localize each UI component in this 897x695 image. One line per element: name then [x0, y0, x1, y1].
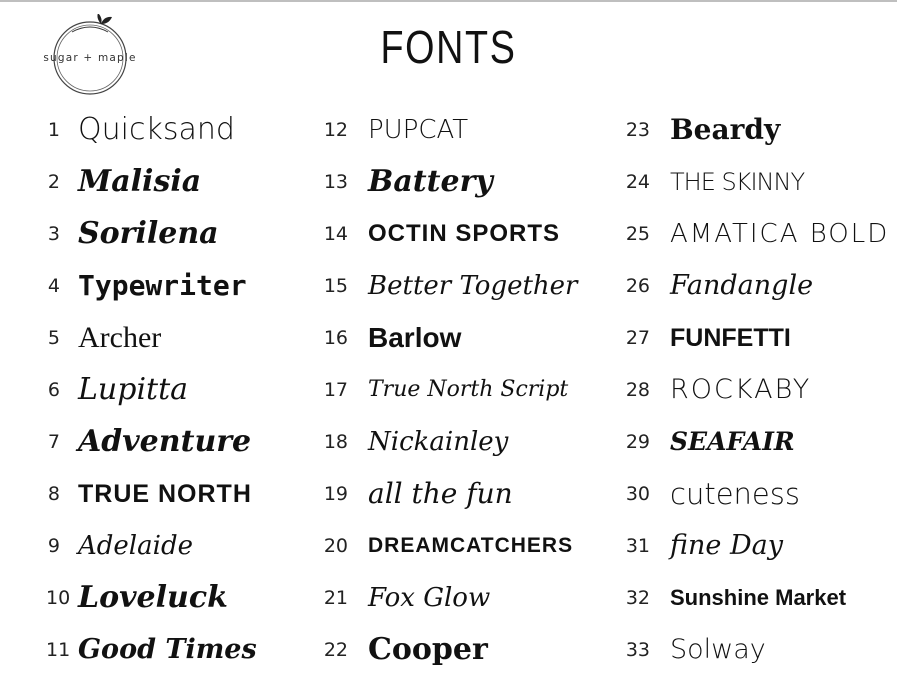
font-name: Battery — [368, 164, 493, 199]
font-number: 1 — [47, 119, 60, 141]
font-number: 20 — [323, 535, 348, 557]
font-number: 3 — [47, 223, 60, 245]
font-name: THE SKINNY — [670, 168, 805, 196]
font-name: ROCKABY — [670, 374, 812, 405]
font-name: Loveluck — [78, 580, 228, 615]
page-title: FONTS — [380, 21, 517, 73]
font-number: 13 — [323, 171, 348, 193]
font-number: 5 — [47, 327, 60, 349]
font-number: 11 — [46, 639, 71, 661]
font-number: 6 — [47, 379, 60, 401]
top-divider — [0, 0, 897, 2]
font-number: 4 — [47, 275, 60, 297]
font-name: DREAMCATCHERS — [368, 534, 574, 557]
font-number: 27 — [625, 327, 650, 349]
font-number: 7 — [47, 431, 60, 453]
logo-text: sugar + maple — [43, 52, 137, 64]
font-name: OCTIN SPORTS — [368, 220, 561, 247]
font-name: Solway — [670, 634, 766, 665]
font-number: 16 — [323, 327, 348, 349]
font-name: Quicksand — [78, 112, 235, 147]
font-name: Cooper — [368, 632, 488, 667]
font-number: 19 — [323, 483, 348, 505]
font-name: True North Script — [368, 377, 569, 402]
font-number: 26 — [625, 275, 650, 297]
font-name: Sorilena — [78, 216, 219, 251]
font-name: Fandangle — [670, 270, 814, 301]
font-number: 10 — [46, 587, 71, 609]
font-name: Sunshine Market — [670, 585, 847, 610]
font-name: Archer — [78, 321, 162, 354]
font-number: 18 — [323, 431, 348, 453]
font-number: 23 — [625, 119, 650, 141]
font-number: 33 — [625, 639, 650, 661]
font-number: 24 — [625, 171, 650, 193]
font-number: 17 — [323, 379, 348, 401]
font-number: 15 — [323, 275, 348, 297]
font-number: 8 — [47, 483, 60, 505]
font-number: 29 — [625, 431, 650, 453]
font-name: Fox Glow — [368, 583, 491, 613]
font-name: Better Together — [368, 271, 578, 301]
font-number: 31 — [625, 535, 650, 557]
font-name: Adventure — [78, 424, 252, 459]
font-name: AMATICA BOLD — [670, 219, 890, 249]
font-number: 9 — [47, 535, 60, 557]
font-name: Typewriter — [78, 269, 247, 302]
font-number: 32 — [625, 587, 650, 609]
font-name: Good Times — [78, 634, 257, 665]
font-name: Adelaide — [78, 531, 193, 561]
font-name: Nickainley — [368, 427, 509, 457]
font-name: FUNFETTI — [670, 324, 791, 352]
font-name: cuteness — [670, 477, 800, 511]
font-name: fine Day — [670, 530, 783, 561]
font-number: 14 — [323, 223, 348, 245]
font-name: TRUE NORTH — [78, 480, 252, 508]
font-name: all the fun — [368, 477, 513, 510]
font-number: 28 — [625, 379, 650, 401]
font-number: 2 — [47, 171, 60, 193]
font-name: Barlow — [368, 322, 462, 353]
font-name: Malisia — [78, 164, 202, 199]
font-number: 21 — [323, 587, 348, 609]
font-name: PUPCAT — [368, 115, 469, 145]
font-name: Beardy — [670, 113, 781, 146]
font-name: Lupitta — [78, 372, 189, 407]
font-number: 12 — [323, 119, 348, 141]
font-number: 25 — [625, 223, 650, 245]
font-number: 22 — [323, 639, 348, 661]
font-name: SEAFAIR — [670, 427, 795, 456]
font-number: 30 — [625, 483, 650, 505]
